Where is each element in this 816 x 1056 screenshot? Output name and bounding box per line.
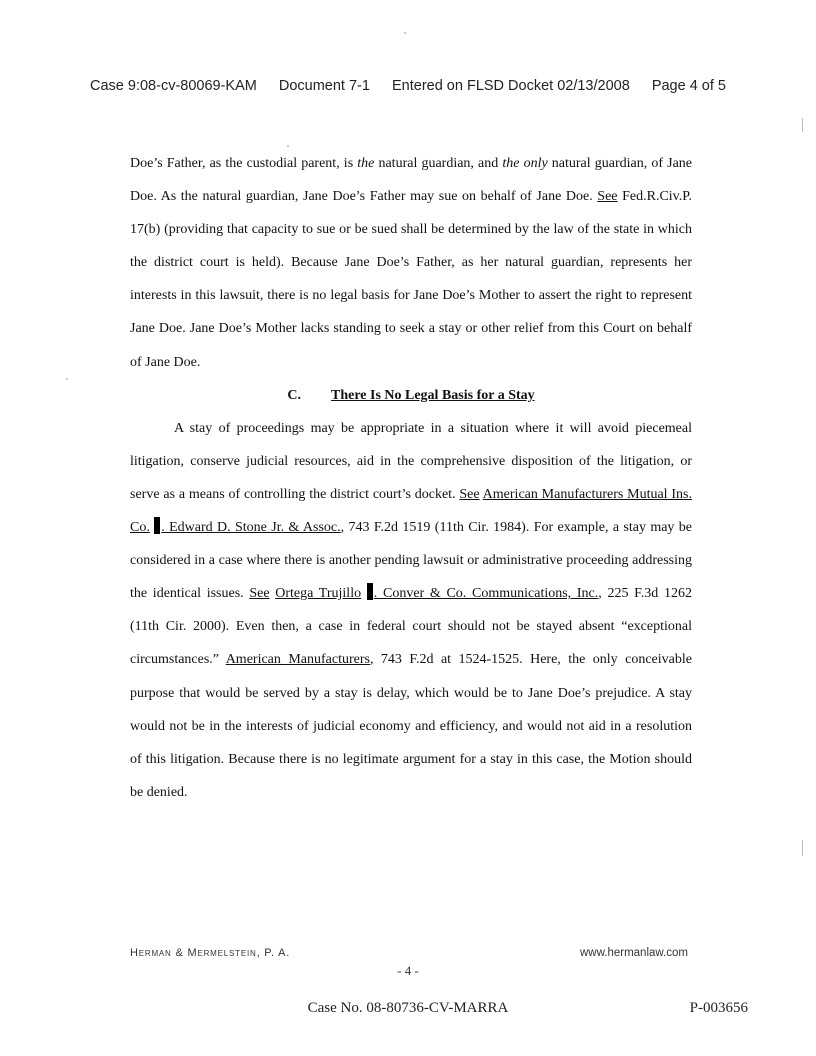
header-document: Document 7-1 xyxy=(278,78,370,94)
section-letter: C. xyxy=(287,387,301,403)
document-body xyxy=(130,147,692,809)
scan-speck xyxy=(802,118,803,132)
header-entered: Entered on FLSD Docket 02/13/2008 xyxy=(391,78,630,94)
paragraph-natural-guardian: Doe’s Father, as the custodial parent, is the natural guardian, and the only natural guardian, of Jane Doe. As the natural guardian, Jane Doe’s Father may sue on behalf of Jane Doe. See Fed.R.Civ.P. 17(b) (providing that capacity to sue or be sued shall be determined by the law of the state in which the district court is held). Because Jane Doe’s Father, as her natural guardian, represents her interests in this lawsuit, there is no legal basis for Jane Doe’s Mother to assert the right to represent Jane Doe. Jane Doe’s Mother lacks standing to seek a stay or other relief from this Court on behalf of Jane Doe. xyxy=(130,156,693,370)
docket-header xyxy=(0,78,816,94)
redaction-mark xyxy=(154,517,160,534)
section-heading xyxy=(130,379,692,412)
footer-firm: Herman & Mermelstein, P. A. xyxy=(130,947,291,959)
citation-short-form: American Manufacturers xyxy=(225,652,370,668)
footer-website: www.hermanlaw.com xyxy=(579,947,688,959)
section-title: There Is No Legal Basis for a Stay xyxy=(330,387,535,403)
redaction-mark xyxy=(367,583,373,600)
citation-american-manufacturers: American Manufacturers Mutual Ins. Co. xyxy=(130,486,693,536)
case-number-stamp: Case No. 08-80736-CV-MARRA xyxy=(307,1000,509,1016)
citation-ortega-trujillo: Ortega Trujillo xyxy=(275,586,362,602)
page-number: - 4 - xyxy=(397,963,419,978)
paragraph-stay: A stay of proceedings may be appropriate in a situation where it will avoid piecemeal litigation, conserve judicial resources, aid in the comprehensive disposition of the litigation, or serve as a means of controlling the district court’s docket. See American Manufacturers Mutual Ins. Co. . Edward D. Stone Jr. & Assoc., 743 F.2d 1519 (11th Cir. 1984). For example, a stay may be considered in a case where there is another pending lawsuit or administrative proceeding addressing the identical issues. See Ortega Trujillo . Conver & Co. Communications, Inc., 225 F.3d 1262 (11th Cir. 2000). Even then, a case in federal court should not be stayed absent “exceptional circumstances.” American Manufacturers, 743 F.2d at 1524-1525. Here, the only conceivable purpose that would be served by a stay is delay, which would be to Jane Doe’s prejudice. A stay would not be in the interests of judicial economy and efficiency, and would not aid in a resolution of this litigation. Because there is no legitimate argument for a stay in this case, the Motion should be denied. xyxy=(130,420,693,800)
scan-speck xyxy=(404,32,406,34)
scan-speck xyxy=(802,840,803,856)
header-page: Page 4 of 5 xyxy=(651,78,726,94)
bates-number: P-003656 xyxy=(689,1000,748,1016)
header-case-number: Case 9:08-cv-80069-KAM xyxy=(90,78,257,94)
scan-speck xyxy=(287,145,289,147)
scan-speck xyxy=(66,378,68,380)
